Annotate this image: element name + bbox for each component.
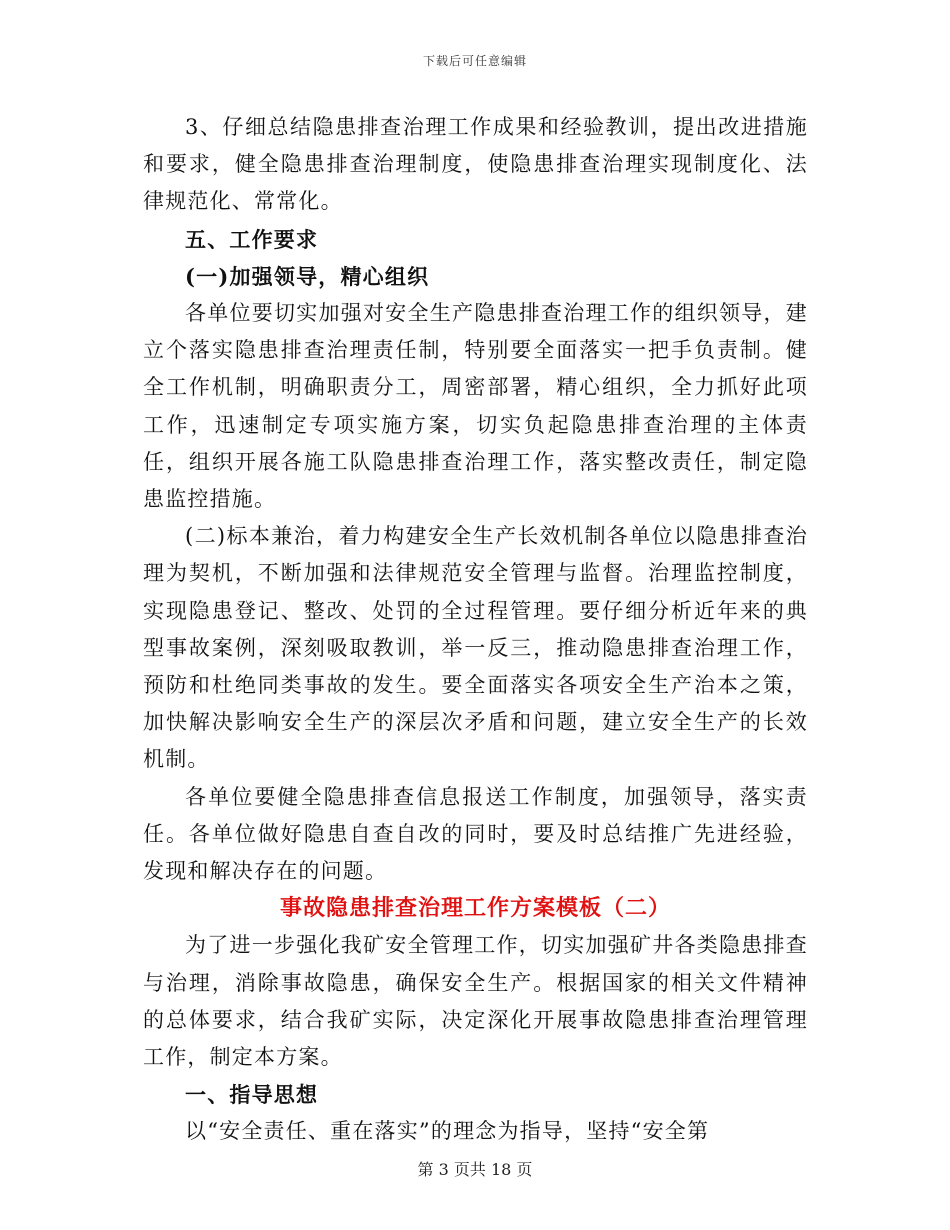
section-title: 事故隐患排查治理工作方案模板（二） [279,895,671,922]
heading-work-requirements: 五、工作要求 [185,226,319,252]
document-body [143,109,808,1151]
paragraph-introduction: 为了进一步强化我矿安全管理工作，切实加强矿井各类隐患排查与治理，消除事故隐患，确保安全生产。根据国家的相关文件精神的总体要求，结合我矿实际，决定深化开展事故隐患排查治理管理工作，制定本方案。 [143,933,808,1070]
page-header-note: 下载后可任意编辑 [422,54,527,68]
page-number: 第 3 页共 18 页 [417,1160,533,1179]
subheading-leadership: (一)加强领导，精心组织 [185,263,430,289]
paragraph-reporting: 各单位要健全隐患排查信息报送工作制度，加强领导，落实责任。各单位做好隐患自查自改的同时，要及时总结推广先进经验，发现和解决存在的问题。 [143,784,808,884]
paragraph-summary: 3、仔细总结隐患排查治理工作成果和经验教训，提出改进措施和要求，健全隐患排查治理制度，使隐患排查治理实现制度化、法律规范化、常常化。 [143,115,808,214]
paragraph-long-term-mechanism: (二)标本兼治，着力构建安全生产长效机制各单位以隐患排查治理为契机，不断加强和法律规范安全管理与监督。治理监控制度，实现隐患登记、整改、处罚的全过程管理。要仔细分析近年来的典型事故案例，深刻吸取教训，举一反三，推动隐患排查治理工作，预防和杜绝同类事故的发生。要全面落实各项安全生产治本之策，加快解决影响安全生产的深层次矛盾和问题，建立安全生产的长效机制。 [143,524,808,772]
paragraph-guiding-ideology: 以“安全责任、重在落实”的理念为指导，坚持“安全第 [185,1119,710,1144]
paragraph-leadership: 各单位要切实加强对安全生产隐患排查治理工作的组织领导，建立个落实隐患排查治理责任制，特别要全面落实一把手负责制。健全工作机制，明确职责分工，周密部署，精心组织，全力抓好此项工作，迅速制定专项实施方案，切实负起隐患排查治理的主体责任，组织开展各施工队隐患排查治理工作，落实整改责任，制定隐患监控措施。 [143,301,808,512]
heading-guiding-ideology: 一、指导思想 [185,1082,319,1108]
